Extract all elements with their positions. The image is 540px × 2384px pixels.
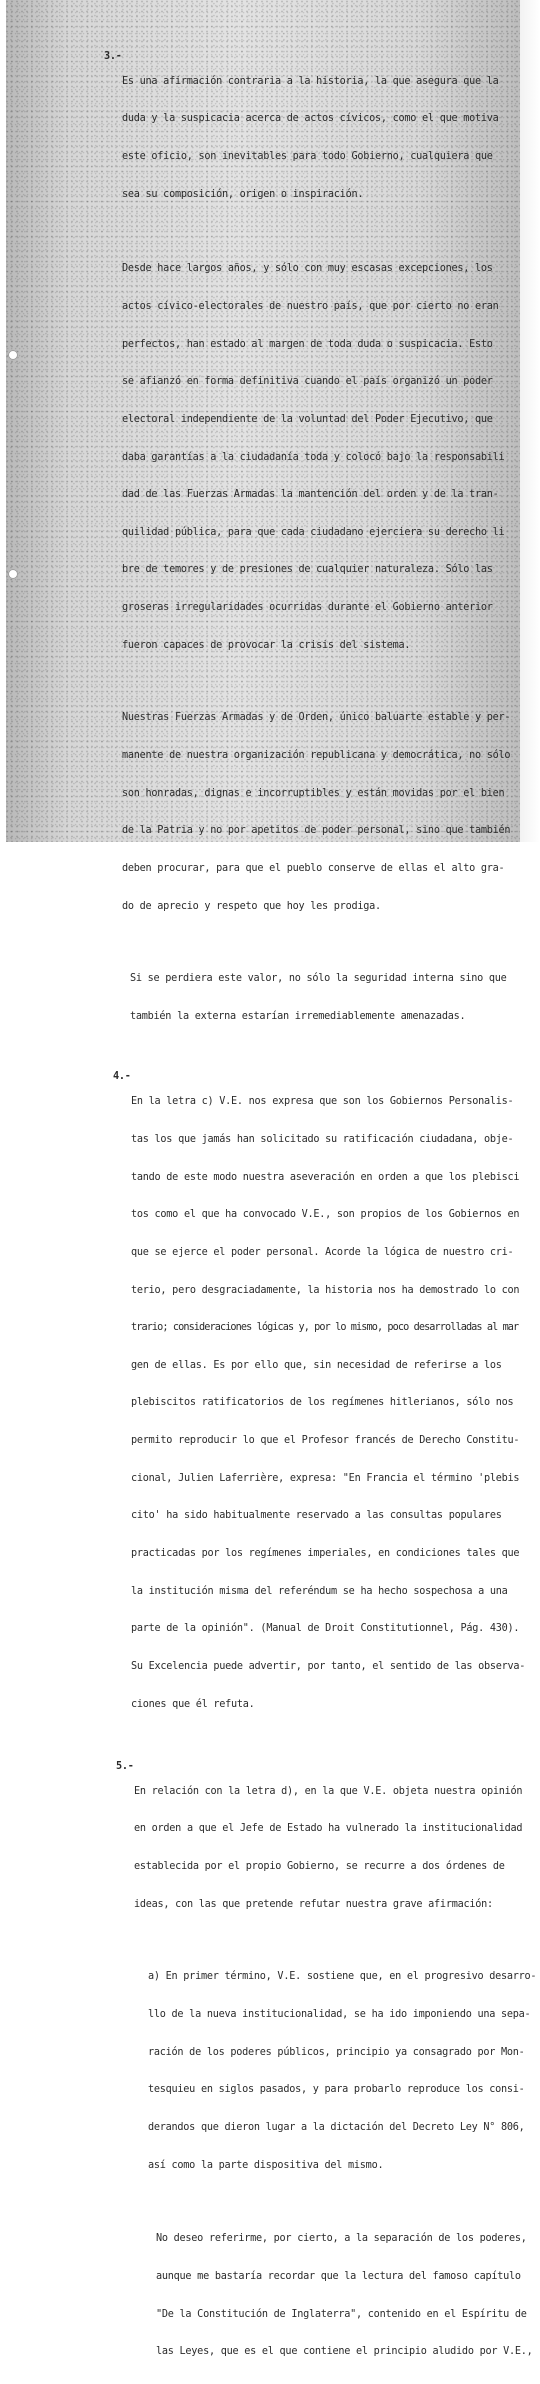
text-line: bre de temores y de presiones de cualquier naturaleza. Sólo las (122, 564, 493, 576)
text-line: este oficio, son inevitables para todo Gobierno, cualquiera que (122, 150, 493, 162)
text-line: aunque me bastaría recordar que la lectura del famoso capítulo (156, 2271, 521, 2283)
text-line: deben procurar, para que el pueblo conserve de ellas el alto gra- (122, 863, 505, 874)
item-number: 4.- (113, 1071, 131, 1083)
text-line: derandos que dieron lugar a la dictación del Decreto Ley N° 806, (148, 2122, 525, 2134)
text-line: llo de la nueva institucionalidad, se ha ido imponiendo una sepa- (148, 2009, 531, 2021)
text-line: en orden a que el Jefe de Estado ha vulnerado la institucionalidad (134, 1823, 523, 1835)
text-line: No deseo referirme, por cierto, a la separación de los poderes, (156, 2233, 527, 2245)
text-line: sea su composición, origen o inspiración. (122, 188, 364, 200)
subparagraph-a (148, 1946, 537, 2197)
text-line: En relación con la letra d), en la que V.E. objeta nuestra opinión (134, 1785, 523, 1797)
text-line: dad de las Fuerzas Armadas la mantención del orden y de la tran- (122, 489, 499, 501)
text-line: cional, Julien Laferrière, expresa: "En Francia el término 'plebis (131, 1472, 520, 1484)
text-line: electoral independiente de la voluntad del Poder Ejecutivo, que (122, 413, 493, 425)
text-line: Es una afirmación contraria a la historia, la que asegura que la (122, 75, 499, 87)
text-line: que se ejerce el poder personal. Acorde la lógica de nuestro cri- (131, 1246, 514, 1258)
text-line: cito' ha sido habitualmente reservado a las consultas populares (131, 1510, 502, 1522)
text-line: terio, pero desgraciadamente, la historia nos ha demostrado lo con (131, 1284, 520, 1296)
text-line: actos cívico-electorales de nuestro país, que por cierto no eran (122, 300, 499, 312)
text-line: practicadas por los regímenes imperiales, en condiciones tales que (131, 1547, 520, 1559)
text-line: establecida por el propio Gobierno, se recurre a dos órdenes de (134, 1861, 505, 1873)
text-line: tas los que jamás han solicitado su ratificación ciudadana, obje- (131, 1133, 514, 1145)
text-line: gen de ellas. Es por ello que, sin necesidad de referirse a los (131, 1359, 502, 1371)
text-line: tos como el que ha convocado V.E., son propios de los Gobiernos en (131, 1209, 520, 1221)
text-line: la institución misma del referéndum se ha hecho sospechosa a una (131, 1585, 508, 1597)
text-line: permito reproducir lo que el Profesor francés de Derecho Constitu- (131, 1435, 520, 1447)
text-line: "De la Constitución de Inglaterra", contenido en el Espíritu de (156, 2308, 527, 2320)
text-line: se afianzó en forma definitiva cuando el país organizó un poder (122, 376, 493, 388)
text-line: quilidad pública, para que cada ciudadano ejerciera su derecho li (122, 526, 505, 538)
text-line: Su Excelencia puede advertir, por tanto, el sentido de las observa- (131, 1660, 526, 1672)
text-line: ciones que él refuta. (131, 1698, 255, 1710)
text-line: perfectos, han estado al margen de toda duda o suspicacia. Esto (122, 338, 493, 350)
text-line: así como la parte dispositiva del mismo. (148, 2159, 384, 2171)
text-line: manente de nuestra organización republicana y democrática, no sólo (122, 750, 511, 762)
text-line: Nuestras Fuerzas Armadas y de Orden, único baluarte estable y per- (122, 712, 511, 724)
paragraph-5 (116, 1748, 523, 1936)
text-line: tando de este modo nuestra aseveración en orden a que los plebisci (131, 1171, 520, 1183)
paragraph-3 (104, 38, 514, 226)
paragraph (130, 948, 514, 1048)
text-line: En la letra c) V.E. nos expresa que son los Gobiernos Personalis- (131, 1096, 514, 1108)
text-line: Si se perdiera este valor, no sólo la seguridad interna sino que (130, 973, 507, 985)
text-line: plebiscitos ratificatorios de los regímenes hitlerianos, sólo nos (131, 1397, 514, 1409)
text-line: tesquieu en siglos pasados, y para probarlo reproduce los consi- (148, 2084, 525, 2096)
text-line: trario; consideraciones lógicas y, por lo mismo, poco desarrolladas al mar (131, 1322, 519, 1334)
paragraph (156, 2208, 533, 2384)
page-margin (520, 0, 540, 842)
paragraph (122, 687, 514, 938)
text-line: las Leyes, que es el que contiene el principio aludido por V.E., (156, 2346, 533, 2358)
document-body (0, 38, 537, 2384)
text-line: do de aprecio y respeto que hoy les prodiga. (122, 900, 381, 912)
paragraph-4 (113, 1059, 526, 1737)
text-line: groseras irregularidades ocurridas durante el Gobierno anterior (122, 602, 493, 614)
text-line: de la Patria y no por apetitos de poder personal, sino que también (122, 825, 511, 837)
text-line: a) En primer término, V.E. sostiene que, en el progresivo desarro- (148, 1971, 537, 1983)
text-line: parte de la opinión". (Manual de Droit Constitutionnel, Pág. 430). (131, 1623, 520, 1635)
text-line: también la externa estarían irremediablemente amenazadas. (130, 1011, 466, 1023)
item-number: 5.- (116, 1760, 134, 1772)
text-line: daba garantías a la ciudadanía toda y colocó bajo la responsabili (122, 451, 505, 463)
text-line: fueron capaces de provocar la crisis del sistema. (122, 639, 411, 651)
text-line: duda y la suspicacia acerca de actos cívicos, como el que motiva (122, 113, 499, 125)
item-number: 3.- (104, 50, 122, 62)
text-line: ideas, con las que pretende refutar nuestra grave afirmación: (134, 1898, 493, 1910)
paragraph (122, 238, 514, 677)
text-line: son honradas, dignas e incorruptibles y están movidas por el bien (122, 787, 505, 799)
text-line: Desde hace largos años, y sólo con muy escasas excepciones, los (122, 263, 493, 275)
text-line: ración de los poderes públicos, principio ya consagrado por Mon- (148, 2046, 525, 2058)
